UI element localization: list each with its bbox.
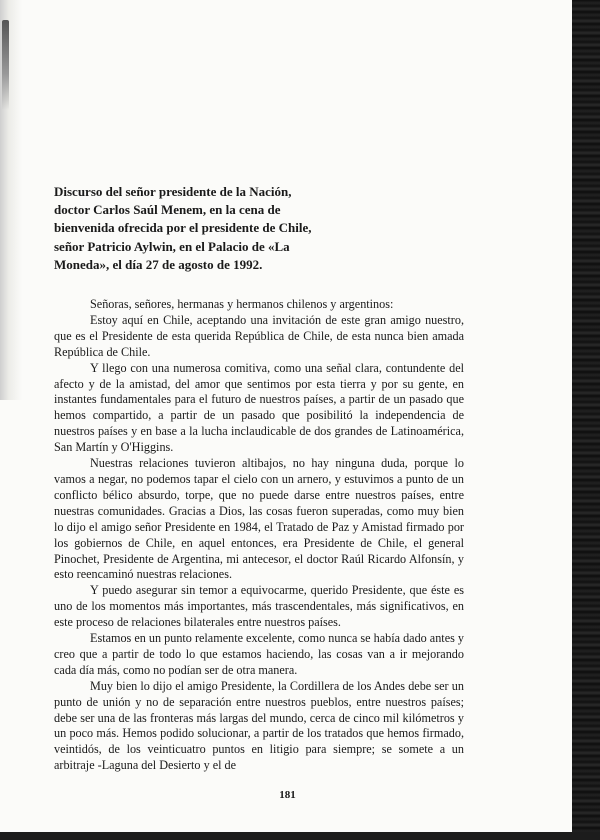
scan-dark-edge	[572, 0, 600, 840]
paragraph: Y puedo asegurar sin temor a equivocarme, querido Presidente, que éste es uno de los momentos más importantes, más trascendentales, más significativos, en este proceso de relaciones bilaterales entre nuestros países.	[54, 583, 464, 630]
scan-bottom-edge	[0, 832, 600, 840]
paragraph: Y llego con una numerosa comitiva, como una señal clara, contundente del afecto y de la amistad, del amor que sentimos por esta tierra y por su gente, en instantes fundamentales para el futuro de nuestros países, a partir de un pasado que hemos compartido, a partir de un pasado que posibilitó la independencia de nuestros países y en base a la lucha inclaudicable de dos grandes de Latinoamérica, San Martín y O'Higgins.	[54, 360, 464, 455]
binding-shadow	[0, 0, 22, 400]
paragraph: Estamos en un punto relamente excelente, como nunca se había dado antes y creo que a partir de todo lo que estamos haciendo, las cosas van a ir mejorando cada día más, como no podían ser de otra manera.	[54, 631, 464, 677]
paragraph: Señoras, señores, hermanas y hermanos chilenos y argentinos:	[90, 297, 394, 312]
speech-content	[54, 183, 464, 774]
page-number: 181	[279, 789, 296, 801]
speech-body	[54, 297, 464, 774]
paragraph: Estoy aquí en Chile, aceptando una invitación de este gran amigo nuestro, que es el Presidente de esta querida República de Chile, de esta nunca bien amada República de Chile.	[54, 312, 464, 359]
binding-mark	[2, 20, 9, 110]
paragraph: Nuestras relaciones tuvieron altibajos, no hay ninguna duda, porque lo vamos a negar, no podemos tapar el cielo con un arnero, y estuvimos a punto de un conflicto bélico absurdo, torpe, que no puede darse entre nuestros países, entre nuestras comunidades. Gracias a Dios, las cosas fueron superadas, como muy bien lo dijo el amigo señor Presidente en 1984, el Tratado de Paz y Amistad firmado por los gobiernos de Chile, en aquel entonces, era Presidente de Chile, el general Pinochet, Presidente de Argentina, mi antecesor, el doctor Raúl Ricardo Alfonsín, y esto reencaminó nuestras relaciones.	[54, 456, 464, 582]
paragraph: Muy bien lo dijo el amigo Presidente, la Cordillera de los Andes debe ser un punto de unión y no de separación entre nuestros pueblos, entre nuestros países; debe ser una de las fronteras más largas del mundo, cerca de cinco mil kilómetros y un poco más. Hemos podido solucionar, a partir de los tratados que hemos firmado, veintidós, de los veinticuatro puntos en litigio para siempre; se somete a un arbitraje -Laguna del Desierto y el de	[54, 678, 464, 773]
speech-heading: Discurso del señor presidente de la Nación, doctor Carlos Saúl Menem, en la cena de bienvenida ofrecida por el presidente de Chile, señor Patricio Aylwin, en el Palacio de «La Moneda», el día 27 de agosto de 1992.	[54, 184, 312, 272]
